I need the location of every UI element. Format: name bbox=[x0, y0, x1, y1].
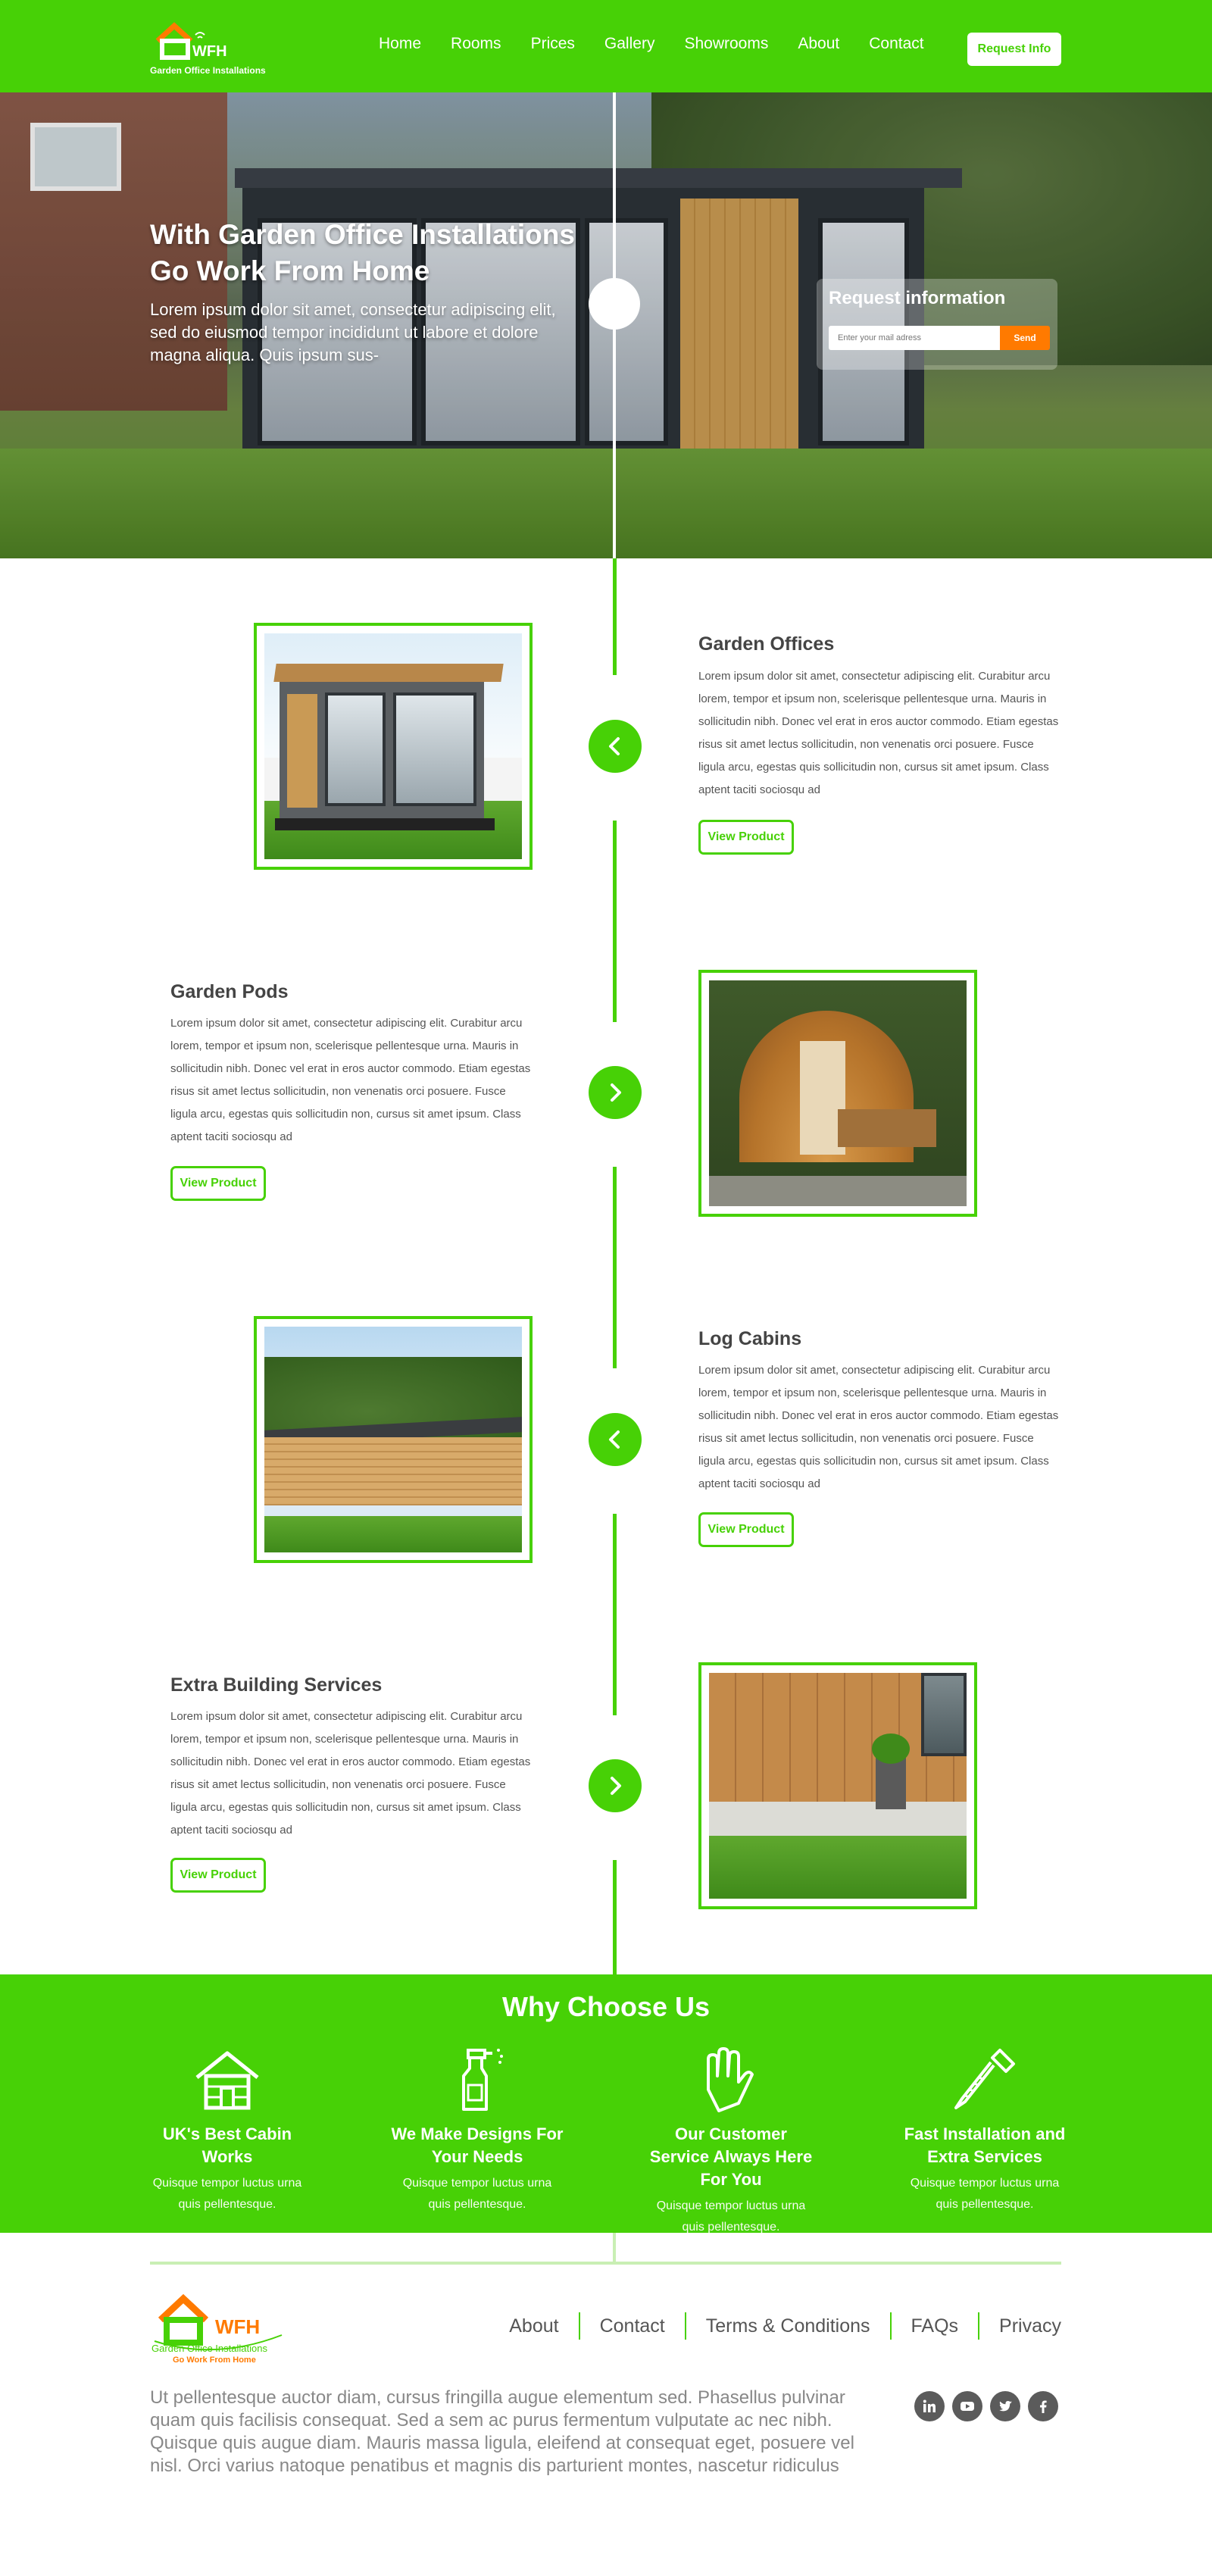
chevron-left-icon bbox=[604, 735, 626, 758]
hero-section bbox=[0, 92, 1212, 558]
why-item-title: UK's Best Cabin Works bbox=[162, 2124, 292, 2166]
timeline-arrow-right[interactable] bbox=[589, 1759, 642, 1812]
why-item-title: Fast Installation and Extra Services bbox=[904, 2124, 1066, 2166]
youtube-icon bbox=[958, 2397, 976, 2415]
view-product-button[interactable]: View Product bbox=[698, 820, 794, 855]
why-item-title: We Make Designs For Your Needs bbox=[391, 2124, 564, 2166]
nav-links bbox=[379, 35, 954, 53]
footer-links bbox=[489, 2312, 1061, 2340]
product-image-log-cabins[interactable] bbox=[254, 1316, 533, 1563]
hero-timeline-dot bbox=[589, 278, 640, 330]
svg-text:WFH: WFH bbox=[215, 2315, 261, 2338]
timeline-arrow-left[interactable] bbox=[589, 1413, 642, 1466]
timeline-arrow-left[interactable] bbox=[589, 720, 642, 773]
footer-logo-mark-icon bbox=[150, 2287, 286, 2365]
why-item-text: Quisque tempor luctus urna quis pellentesque. bbox=[402, 2177, 552, 2211]
header-logo[interactable] bbox=[150, 18, 264, 76]
product-description: Lorem ipsum dolor sit amet, consectetur adipiscing elit. Curabitur arcu lorem, tempor et ipsum non, scelerisque pellentesque urna. Mauris in sollicitudin nibh. Donec vel erat in eros auctor commodo. Etiam egestas risus sit amet lectus sollicitudin, non venenatis orci posuere. Fusce ligula arcu, egestas quis sollicitudin non, cursus sit amet ipsum. Class aptent taciti sociosqu ad bbox=[170, 1017, 531, 1143]
why-item bbox=[898, 2043, 1072, 2215]
footer-link-privacy[interactable]: Privacy bbox=[999, 2315, 1061, 2337]
chevron-right-icon bbox=[604, 1081, 626, 1104]
timeline-line bbox=[613, 1167, 617, 1368]
footer-link-terms[interactable]: Terms & Conditions bbox=[705, 2315, 870, 2337]
footer-timeline-line bbox=[613, 2233, 616, 2265]
gloves-icon bbox=[693, 2043, 769, 2118]
product-description: Lorem ipsum dolor sit amet, consectetur adipiscing elit. Curabitur arcu lorem, tempor et ipsum non, scelerisque pellentesque urna. Mauris in sollicitudin nibh. Donec vel erat in eros auctor commodo. Etiam egestas risus sit amet lectus sollicitudin, non venenatis orci posuere. Fusce ligula arcu, egestas quis sollicitudin non, cursus sit amet ipsum. Class aptent taciti sociosqu ad bbox=[698, 1364, 1059, 1490]
view-product-button[interactable]: View Product bbox=[170, 1858, 266, 1893]
linkedin-link[interactable] bbox=[914, 2391, 945, 2421]
footer-link-faqs[interactable]: FAQs bbox=[911, 2315, 959, 2337]
nav-gallery[interactable]: Gallery bbox=[604, 35, 655, 52]
product-image-garden-pods[interactable] bbox=[698, 970, 977, 1217]
top-nav bbox=[0, 0, 1212, 92]
product-title: Log Cabins bbox=[698, 1328, 802, 1349]
house-icon bbox=[189, 2043, 265, 2118]
timeline-line bbox=[613, 1514, 617, 1715]
footer-logo[interactable] bbox=[150, 2287, 286, 2365]
hero-title: With Garden Office Installations Go Work From Home bbox=[150, 219, 575, 286]
youtube-link[interactable] bbox=[952, 2391, 982, 2421]
logo-mark-icon bbox=[150, 18, 264, 64]
chevron-right-icon bbox=[604, 1774, 626, 1797]
nav-home[interactable]: Home bbox=[379, 35, 422, 52]
why-choose-section bbox=[0, 1974, 1212, 2233]
footer-divider bbox=[150, 2262, 1061, 2265]
nav-showrooms[interactable]: Showrooms bbox=[684, 35, 769, 52]
why-item bbox=[644, 2043, 818, 2238]
svg-text:WFH: WFH bbox=[192, 43, 227, 60]
product-image-garden-offices[interactable] bbox=[254, 623, 533, 870]
timeline-line bbox=[613, 821, 617, 1022]
saw-icon bbox=[947, 2043, 1023, 2118]
product-title: Extra Building Services bbox=[170, 1674, 383, 1696]
view-product-button[interactable]: View Product bbox=[698, 1512, 794, 1547]
spray-bottle-icon bbox=[439, 2043, 515, 2118]
chevron-left-icon bbox=[604, 1428, 626, 1451]
header-logo-tagline: Garden Office Installations bbox=[150, 65, 266, 76]
why-item-text: Quisque tempor luctus urna quis pellentesque. bbox=[656, 2199, 806, 2234]
why-item-text: Quisque tempor luctus urna quis pellentesque. bbox=[152, 2177, 302, 2211]
svg-text:Garden Office Installations: Garden Office Installations bbox=[152, 2343, 267, 2354]
facebook-link[interactable] bbox=[1028, 2391, 1058, 2421]
product-description: Lorem ipsum dolor sit amet, consectetur adipiscing elit. Curabitur arcu lorem, tempor et ipsum non, scelerisque pellentesque urna. Mauris in sollicitudin nibh. Donec vel erat in eros auctor commodo. Etiam egestas risus sit amet lectus sollicitudin, non venenatis orci posuere. Fusce ligula arcu, egestas quis sollicitudin non, cursus sit amet ipsum. Class aptent taciti sociosqu ad bbox=[170, 1710, 531, 1837]
footer-link-contact[interactable]: Contact bbox=[599, 2315, 665, 2337]
product-title: Garden Offices bbox=[698, 633, 835, 655]
send-button[interactable]: Send bbox=[1000, 326, 1050, 350]
timeline-line bbox=[613, 1860, 617, 1974]
timeline-arrow-right[interactable] bbox=[589, 1066, 642, 1119]
why-choose-title: Why Choose Us bbox=[501, 1991, 711, 2022]
twitter-icon bbox=[996, 2397, 1014, 2415]
why-item bbox=[140, 2043, 314, 2215]
product-title: Garden Pods bbox=[170, 981, 289, 1002]
nav-prices[interactable]: Prices bbox=[530, 35, 575, 52]
product-description: Lorem ipsum dolor sit amet, consectetur adipiscing elit. Curabitur arcu lorem, tempor et ipsum non, scelerisque pellentesque urna. Mauris in sollicitudin nibh. Donec vel erat in eros auctor commodo. Etiam egestas risus sit amet lectus sollicitudin, non venenatis orci posuere. Fusce ligula arcu, egestas quis sollicitudin non, cursus sit amet ipsum. Class aptent taciti sociosqu ad bbox=[698, 670, 1059, 796]
svg-text:Go Work From Home: Go Work From Home bbox=[173, 2356, 256, 2365]
product-image-extra-services[interactable] bbox=[698, 1662, 977, 1909]
request-info-form bbox=[817, 279, 1057, 370]
request-info-button[interactable]: Request Info bbox=[967, 33, 1061, 66]
facebook-icon bbox=[1034, 2397, 1052, 2415]
timeline-line bbox=[613, 558, 617, 675]
why-item-title: Our Customer Service Always Here For You bbox=[649, 2124, 813, 2189]
why-item-text: Quisque tempor luctus urna quis pellentesque. bbox=[910, 2177, 1060, 2211]
linkedin-icon bbox=[920, 2397, 939, 2415]
view-product-button[interactable]: View Product bbox=[170, 1166, 266, 1201]
footer-link-about[interactable]: About bbox=[509, 2315, 559, 2337]
why-item bbox=[390, 2043, 564, 2215]
nav-about[interactable]: About bbox=[798, 35, 840, 52]
email-input[interactable] bbox=[829, 326, 1000, 350]
footer-text: Ut pellentesque auctor diam, cursus fringilla augue elementum sed. Phasellus pulvinar quam quis facilisis consequat. Sed a sem ac purus fermentum vulputate ac nec nibh. Quisque quis augue diam. Mauris massa ligula, eleifend at consequat eget, posuere vel nisl. Orci varius natoque penatibus et magnis dis parturient montes, nascetur ridiculus bbox=[150, 2387, 854, 2476]
social-links bbox=[914, 2391, 1058, 2421]
twitter-link[interactable] bbox=[990, 2391, 1020, 2421]
request-info-title: Request information bbox=[829, 288, 1006, 308]
nav-contact[interactable]: Contact bbox=[869, 35, 924, 52]
nav-rooms[interactable]: Rooms bbox=[451, 35, 501, 52]
hero-text: Lorem ipsum dolor sit amet, consectetur adipiscing elit, sed do eiusmod tempor incididunt ut labore et dolore magna aliqua. Quis ipsum sus- bbox=[150, 300, 556, 364]
